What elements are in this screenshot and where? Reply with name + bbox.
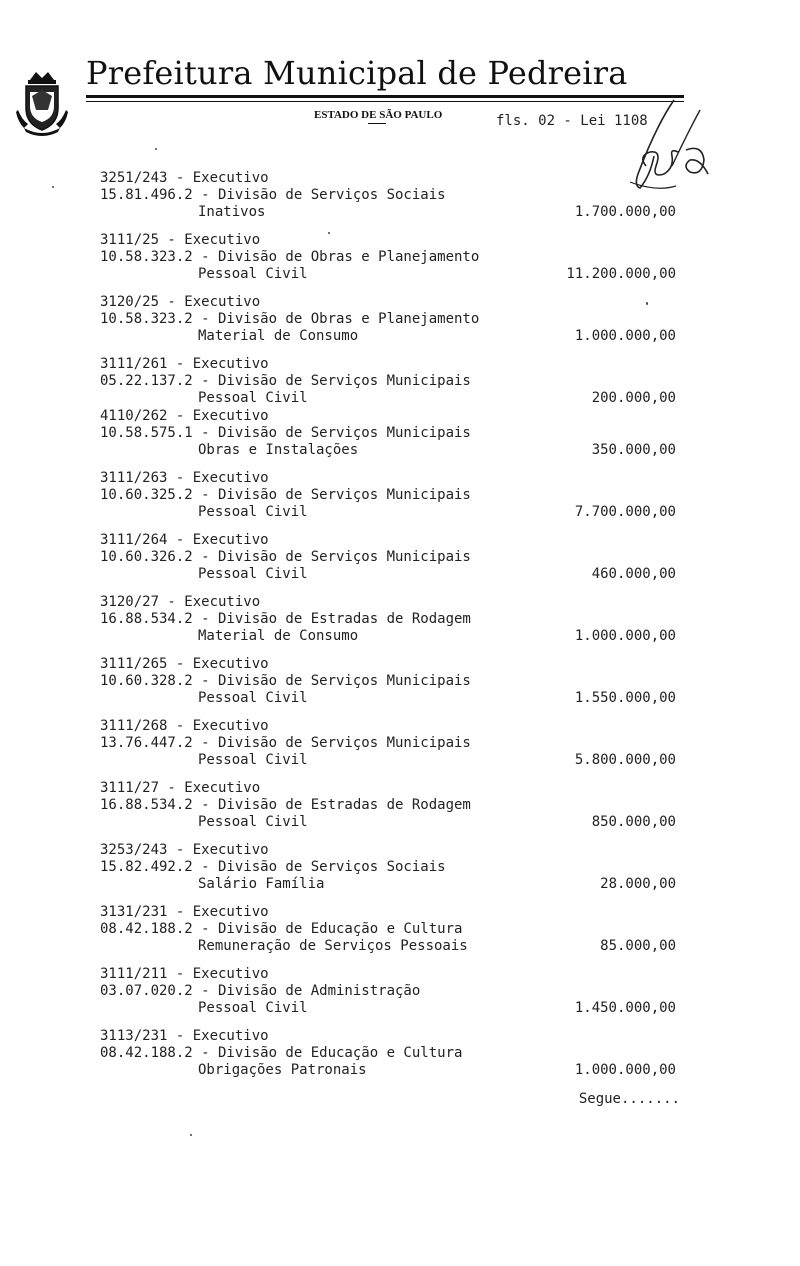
state-underline [368,123,386,124]
entry-description: 10.58.323.2 - Divisão de Obras e Planejamento [100,249,480,265]
entry-code: 3111/261 - Executivo [100,356,269,372]
scan-speck [52,186,54,188]
entry-subitem: Pessoal Civil [198,504,308,520]
entry-amount: 1.000.000,00 [574,328,676,344]
entry-amount: 1.450.000,00 [574,1000,676,1016]
entry-subitem: Inativos [198,204,266,220]
signature-mark [616,96,716,202]
entry-code: 3111/27 - Executivo [100,780,261,796]
entry-subitem: Pessoal Civil [198,266,308,282]
entry-code: 3251/243 - Executivo [100,170,269,186]
entry-subitem: Pessoal Civil [198,814,308,830]
entry-description: 10.60.325.2 - Divisão de Serviços Municipais [100,487,471,503]
entry-amount: 1.000.000,00 [574,1062,676,1078]
entry-amount: 7.700.000,00 [574,504,676,520]
scan-speck [328,232,330,234]
entry-description: 16.88.534.2 - Divisão de Estradas de Rodagem [100,611,471,627]
entry-subitem: Material de Consumo [198,628,359,644]
entry-code: 3111/268 - Executivo [100,718,269,734]
entry-description: 15.81.496.2 - Divisão de Serviços Sociais [100,187,446,203]
header-rule-thin [86,101,684,102]
entry-amount: 1.000.000,00 [574,628,676,644]
entry-amount: 5.800.000,00 [574,752,676,768]
scan-speck [155,148,157,150]
entry-subitem: Material de Consumo [198,328,359,344]
entry-code: 3120/27 - Executivo [100,594,261,610]
entry-subitem: Remuneração de Serviços Pessoais [198,938,468,954]
entry-amount: 85.000,00 [600,938,676,954]
entry-amount: 1.550.000,00 [574,690,676,706]
entry-description: 10.60.328.2 - Divisão de Serviços Municipais [100,673,471,689]
entry-code: 3111/263 - Executivo [100,470,269,486]
entry-description: 10.58.323.2 - Divisão de Obras e Planejamento [100,311,480,327]
entry-code: 3111/265 - Executivo [100,656,269,672]
entry-code: 4110/262 - Executivo [100,408,269,424]
entry-description: 03.07.020.2 - Divisão de Administração [100,983,421,999]
entry-amount: 28.000,00 [600,876,676,892]
entry-subitem: Salário Família [198,876,325,892]
entry-description: 13.76.447.2 - Divisão de Serviços Municipais [100,735,471,751]
entry-subitem: Pessoal Civil [198,1000,308,1016]
entry-code: 3111/264 - Executivo [100,532,269,548]
entry-code: 3253/243 - Executivo [100,842,269,858]
folio-reference: fls. 02 - Lei 1108 [496,113,648,129]
entry-description: 16.88.534.2 - Divisão de Estradas de Rodagem [100,797,471,813]
entry-code: 3120/25 - Executivo [100,294,261,310]
header-rule [86,95,684,98]
entry-description: 10.60.326.2 - Divisão de Serviços Municipais [100,549,471,565]
entry-amount: 460.000,00 [591,566,676,582]
entry-description: 05.22.137.2 - Divisão de Serviços Municipais [100,373,471,389]
entry-subitem: Obras e Instalações [198,442,359,458]
entry-amount: 350.000,00 [591,442,676,458]
entry-subitem: Pessoal Civil [198,690,308,706]
entry-amount: 1.700.000,00 [574,204,676,220]
entry-description: 10.58.575.1 - Divisão de Serviços Municipais [100,425,471,441]
entry-subitem: Pessoal Civil [198,752,308,768]
scan-speck [646,302,648,305]
state-label: ESTADO DE SÃO PAULO [314,109,443,121]
entry-subitem: Pessoal Civil [198,390,308,406]
entry-description: 08.42.188.2 - Divisão de Educação e Cultura [100,921,463,937]
entry-subitem: Obrigações Patronais [198,1062,367,1078]
entry-code: 3131/231 - Executivo [100,904,269,920]
entry-subitem: Pessoal Civil [198,566,308,582]
entry-amount: 200.000,00 [591,390,676,406]
entry-description: 08.42.188.2 - Divisão de Educação e Cultura [100,1045,463,1061]
entry-code: 3111/211 - Executivo [100,966,269,982]
municipal-crest-icon [14,66,70,136]
document-title: Prefeitura Municipal de Pedreira [86,54,628,92]
entry-code: 3113/231 - Executivo [100,1028,269,1044]
scan-speck [190,1134,192,1136]
entry-code: 3111/25 - Executivo [100,232,261,248]
entry-amount: 11.200.000,00 [566,266,676,282]
entry-description: 15.82.492.2 - Divisão de Serviços Sociais [100,859,446,875]
entry-amount: 850.000,00 [591,814,676,830]
continuation-note: Segue....... [578,1091,680,1107]
